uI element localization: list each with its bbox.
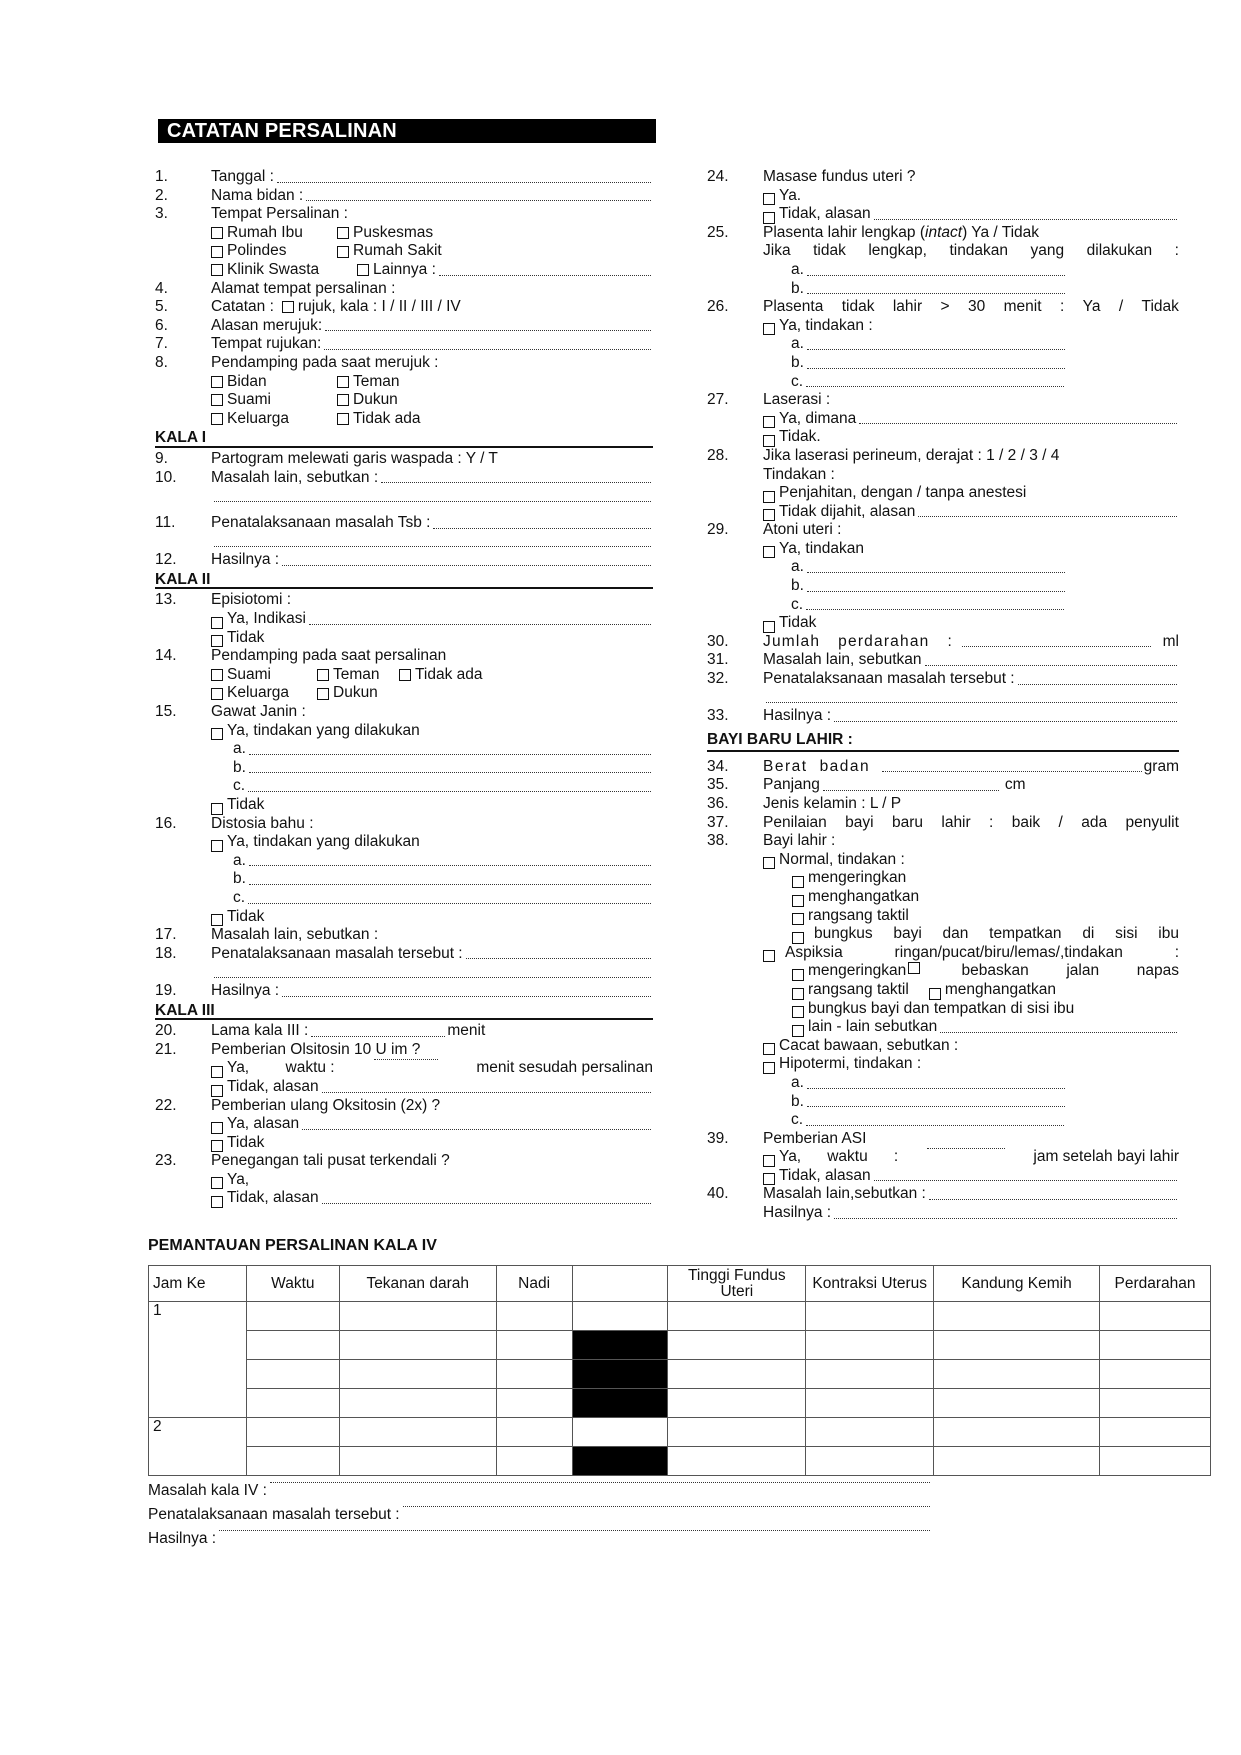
tempat-options-3 [155, 261, 653, 280]
checkbox-icon[interactable] [792, 1025, 804, 1037]
option-rumah-sakit[interactable]: Rumah Sakit [337, 242, 442, 261]
option-cacat-bawaan[interactable]: Cacat bawaan, sebutkan : [707, 1037, 1179, 1056]
table-cell[interactable] [339, 1389, 496, 1418]
field-hasilnya-3[interactable]: 33. Hasilnya : [707, 707, 1179, 726]
field-penilaian-bayi[interactable]: 37. Penilaian bayi baru lahir : baik / ada penyulit [707, 813, 1179, 831]
checkbox-icon[interactable] [337, 227, 349, 239]
table-cell[interactable] [934, 1360, 1100, 1389]
table-cell[interactable] [668, 1302, 806, 1331]
table-row [149, 1360, 1211, 1389]
option-keluarga[interactable]: Keluarga [211, 684, 317, 703]
field-masalah-lain-2[interactable]: 17. Masalah lain, sebutkan : [155, 926, 379, 944]
header-jam-ke: Jam Ke [149, 1266, 247, 1302]
table-cell[interactable] [934, 1447, 1100, 1476]
table-cell[interactable] [806, 1331, 934, 1360]
checkbox-icon[interactable] [211, 669, 223, 681]
checkbox-icon[interactable] [211, 376, 223, 388]
section-kala-2: KALA II [155, 571, 653, 590]
line-b[interactable]: b. [155, 759, 653, 778]
header-blank [572, 1266, 668, 1302]
field-catatan: 5. Catatan : rujuk, kala : I / II / III / IV [155, 298, 461, 316]
table-cell[interactable] [668, 1389, 806, 1418]
section-kala-3: KALA III [155, 1002, 653, 1021]
table-row [149, 1418, 1211, 1447]
option-tidak[interactable]: Tidak [155, 629, 653, 648]
field-pendamping-merujuk: 8. Pendamping pada saat merujuk : [155, 353, 439, 371]
option-suami[interactable]: Suami [211, 391, 337, 410]
checkbox-icon[interactable] [211, 635, 223, 647]
option-tidak[interactable]: Tidak [155, 796, 653, 815]
field-penatalaksanaan-2[interactable]: 18. Penatalaksanaan masalah tersebut : [155, 945, 653, 964]
option-suami[interactable]: Suami [211, 666, 317, 685]
table-cell[interactable] [668, 1418, 806, 1447]
header-waktu: Waktu [246, 1266, 339, 1302]
field-lama-kala-3[interactable]: 20. Lama kala III : menit [155, 1022, 486, 1040]
checkbox-icon[interactable] [211, 803, 223, 815]
tempat-options-1 [155, 224, 653, 243]
checkbox-icon[interactable] [357, 264, 369, 276]
field-panjang[interactable]: 35. Panjang cm [707, 776, 1026, 794]
checkbox-icon[interactable] [337, 394, 349, 406]
table-cell[interactable] [339, 1302, 496, 1331]
option-polindes[interactable]: Polindes [211, 242, 337, 261]
line-b[interactable]: b. [707, 354, 1179, 373]
table-cell[interactable] [806, 1389, 934, 1418]
field-tanggal[interactable]: 1. Tanggal : [155, 168, 653, 187]
line-b[interactable]: b. [155, 870, 653, 889]
checkbox-icon[interactable] [763, 416, 775, 428]
field-masase-fundus: 24. Masase fundus uteri ? [707, 168, 916, 185]
checkbox-icon[interactable] [399, 669, 411, 681]
line-c[interactable]: c. [707, 1111, 1179, 1130]
option-klinik-swasta[interactable]: Klinik Swasta [211, 261, 357, 280]
line-b[interactable]: b. [707, 1093, 1179, 1112]
section-bayi-baru-lahir: BAYI BARU LAHIR : [707, 730, 1179, 752]
line-a[interactable]: a. [155, 740, 653, 759]
checkbox-icon[interactable] [792, 988, 804, 1000]
option-tidak-ada[interactable]: Tidak ada [399, 666, 483, 685]
checkbox-icon[interactable] [763, 1062, 775, 1074]
option-tidak-alasan[interactable]: Tidak, alasan [707, 205, 1179, 224]
option-penjahitan[interactable]: Penjahitan, dengan / tanpa anestesi [707, 484, 1179, 503]
table-cell[interactable] [496, 1389, 572, 1418]
field-plasenta-lengkap[interactable]: 25. Plasenta lahir lengkap ( intact ) Ya / Tidak [707, 223, 1040, 241]
option-ya-tindakan[interactable]: Ya, tindakan [707, 540, 1179, 559]
tempat-options-2 [155, 242, 653, 261]
field-plasenta-tidak-lahir[interactable]: 26. Plasenta tidak lahir > 30 menit : Ya / Tidak [707, 298, 1179, 316]
option-rujuk[interactable]: rujuk, kala : I / II / III / IV [282, 298, 461, 317]
table-cell[interactable] [934, 1331, 1100, 1360]
option-dukun[interactable]: Dukun [337, 391, 398, 410]
checkbox-icon[interactable] [317, 669, 329, 681]
label-tindakan: Tindakan : [763, 465, 835, 483]
checkbox-icon[interactable] [211, 688, 223, 700]
header-tinggi-fundus: Tinggi Fundus Uteri [668, 1266, 806, 1302]
option-normal[interactable]: Normal, tindakan : [707, 851, 1179, 870]
checkbox-icon[interactable] [763, 212, 775, 224]
table-cell[interactable] [496, 1447, 572, 1476]
checkbox-icon[interactable] [282, 301, 294, 313]
checkbox-icon[interactable] [337, 246, 349, 258]
option-ya-dimana[interactable]: Ya, dimana [707, 410, 1179, 429]
line-a[interactable]: a. [155, 852, 653, 871]
option-mengeringkan[interactable]: mengeringkan [707, 869, 1179, 888]
checkbox-icon[interactable] [211, 413, 223, 425]
line-b[interactable]: b. [707, 577, 1179, 596]
checkbox-icon[interactable] [792, 895, 804, 907]
checkbox-icon[interactable] [211, 1066, 223, 1078]
checkbox-icon[interactable] [211, 1177, 223, 1189]
option-tidak-alasan[interactable]: Tidak, alasan [155, 1078, 653, 1097]
checkbox-icon[interactable] [211, 914, 223, 926]
option-tidak-alasan[interactable]: Tidak, alasan [155, 1189, 653, 1208]
pendamping-options-1 [155, 373, 653, 392]
option-hipotermi[interactable]: Hipotermi, tindakan : [707, 1055, 1179, 1074]
checkbox-icon[interactable] [763, 435, 775, 447]
checkbox-icon[interactable] [211, 1196, 223, 1208]
option-teman[interactable]: Teman [337, 373, 400, 392]
option-menghangatkan[interactable]: menghangatkan [707, 888, 1179, 907]
checkbox-icon[interactable] [792, 913, 804, 925]
monitoring-title: PEMANTAUAN PERSALINAN KALA IV [148, 1237, 437, 1254]
table-cell[interactable] [806, 1447, 934, 1476]
checkbox-icon[interactable] [929, 988, 941, 1000]
checkbox-icon[interactable] [792, 969, 804, 981]
table-row [149, 1331, 1211, 1360]
option-aspiksia[interactable]: Aspiksia ringan/pucat/biru/lemas/,tindakan : [707, 944, 1179, 963]
table-cell[interactable] [339, 1360, 496, 1389]
checkbox-icon[interactable] [211, 617, 223, 629]
shaded-cell [572, 1360, 668, 1389]
field-bayi-lahir: 38. Bayi lahir : [707, 832, 836, 850]
line-c[interactable]: c. [155, 777, 653, 796]
option-rangsang-taktil[interactable]: rangsang taktil [707, 907, 1179, 926]
option-ya-waktu[interactable]: Ya, waktu : menit sesudah persalinan [155, 1059, 653, 1078]
field-oksitosin-ulang: 22. Pemberian ulang Oksitosin (2x) ? [155, 1096, 441, 1114]
option-tidak-ada[interactable]: Tidak ada [337, 410, 421, 429]
table-cell[interactable] [572, 1418, 668, 1447]
field-masalah-kala-4[interactable]: Masalah kala IV : [148, 1482, 932, 1501]
line-a[interactable]: a. [707, 335, 1179, 354]
dotted-line[interactable] [155, 487, 653, 506]
table-cell[interactable] [246, 1418, 339, 1447]
form-title: CATATAN PERSALINAN [158, 119, 656, 143]
checkbox-icon[interactable] [792, 876, 804, 888]
checkbox-icon[interactable] [211, 394, 223, 406]
checkbox-icon[interactable] [792, 932, 804, 944]
table-cell[interactable] [496, 1302, 572, 1331]
pendamping-persalinan-options-2 [155, 684, 653, 703]
field-tempat-persalinan: 3. Tempat Persalinan : [155, 205, 348, 223]
field-berat-badan[interactable]: 34. Berat badan gram [707, 757, 1179, 775]
header-kandung-kemih: Kandung Kemih [934, 1266, 1100, 1302]
line-c[interactable]: c. [707, 596, 1179, 615]
option-tidak-alasan[interactable]: Tidak, alasan [707, 1167, 1179, 1186]
field-masalah-lain-3[interactable]: 31. Masalah lain, sebutkan [707, 651, 1179, 670]
monitoring-table [148, 1265, 1211, 1476]
pendamping-options-2 [155, 391, 653, 410]
field-hasilnya[interactable]: 12. Hasilnya : [155, 551, 653, 570]
option-aspiksia-mengeringkan[interactable]: mengeringkan bebaskan jalan napas [707, 962, 1179, 981]
table-cell[interactable] [246, 1389, 339, 1418]
checkbox-icon[interactable] [317, 688, 329, 700]
option-rumah-ibu[interactable]: Rumah Ibu [211, 224, 337, 243]
table-cell[interactable] [339, 1447, 496, 1476]
checkbox-icon[interactable] [763, 950, 775, 962]
table-cell[interactable] [339, 1418, 496, 1447]
table-cell[interactable] [934, 1389, 1100, 1418]
checkbox-icon[interactable] [908, 962, 920, 974]
checkbox-icon[interactable] [763, 323, 775, 335]
field-jumlah-perdarahan[interactable]: 30. Jumlah perdarahan : ml [707, 632, 1179, 650]
option-lain-lain[interactable]: lain - lain sebutkan [707, 1018, 1179, 1037]
line-c[interactable]: c. [707, 373, 1179, 392]
table-cell[interactable] [496, 1360, 572, 1389]
field-pendamping-persalinan: 14. Pendamping pada saat persalinan [155, 647, 447, 665]
header-nadi: Nadi [496, 1266, 572, 1302]
line-c[interactable]: c. [155, 889, 653, 908]
checkbox-icon[interactable] [211, 1122, 223, 1134]
table-cell[interactable] [668, 1331, 806, 1360]
field-partogram[interactable]: 9. Partogram melewati garis waspada : Y / T [155, 449, 498, 467]
pendamping-options-3 [155, 410, 653, 429]
field-jenis-kelamin[interactable]: 36. Jenis kelamin : L / P [707, 795, 902, 812]
line-a[interactable]: a. [707, 261, 1179, 280]
field-jika-tidak-lengkap: Jika tidak lengkap, tindakan yang dilakukan : [763, 242, 1179, 260]
option-tidak[interactable]: Tidak [707, 614, 1179, 633]
checkbox-icon[interactable] [763, 621, 775, 633]
field-alamat: 4. Alamat tempat persalinan : [155, 279, 396, 297]
field-oksitosin: 21. Pemberian Olsitosin 10 U im ? [155, 1040, 421, 1058]
checkbox-icon[interactable] [763, 491, 775, 503]
field-hasilnya-kala-4[interactable]: Hasilnya : [148, 1530, 932, 1549]
table-cell[interactable] [668, 1360, 806, 1389]
table-cell[interactable] [1099, 1447, 1210, 1476]
option-aspiksia-rangsang[interactable]: rangsang taktil menghangatkan [707, 981, 1179, 1000]
field-hasilnya-2[interactable]: 19. Hasilnya : [155, 982, 653, 1001]
left-column [155, 168, 653, 1208]
table-cell[interactable] [1099, 1389, 1210, 1418]
table-cell[interactable] [496, 1418, 572, 1447]
checkbox-icon[interactable] [211, 1140, 223, 1152]
field-alasan-merujuk[interactable]: 6. Alasan merujuk: [155, 317, 653, 336]
table-cell[interactable] [339, 1331, 496, 1360]
checkbox-icon[interactable] [337, 413, 349, 425]
option-ya-alasan[interactable]: Ya, alasan [155, 1115, 653, 1134]
checkbox-icon[interactable] [211, 264, 223, 276]
table-cell[interactable] [1099, 1418, 1210, 1447]
checkbox-icon[interactable] [763, 546, 775, 558]
field-distosia-bahu: 16. Distosia bahu : [155, 814, 314, 832]
field-masalah-lain-4[interactable]: 40. Masalah lain,sebutkan : [707, 1185, 1179, 1204]
pendamping-persalinan-options-1 [155, 666, 653, 685]
option-teman[interactable]: Teman [317, 666, 399, 685]
cell-jam-2: 2 [149, 1418, 247, 1476]
field-gawat-janin: 15. Gawat Janin : [155, 703, 306, 721]
option-keluarga[interactable]: Keluarga [211, 410, 337, 429]
field-hasilnya-4[interactable]: Hasilnya : [707, 1204, 1179, 1223]
field-tempat-rujukan[interactable]: 7. Tempat rujukan: [155, 335, 653, 354]
table-cell[interactable] [806, 1302, 934, 1331]
shaded-cell [572, 1331, 668, 1360]
option-dukun[interactable]: Dukun [317, 684, 378, 703]
field-penatalaksanaan[interactable]: 11. Penatalaksanaan masalah Tsb : [155, 506, 653, 533]
field-pemberian-asi: 39. Pemberian ASI [707, 1129, 867, 1147]
checkbox-icon[interactable] [337, 376, 349, 388]
line-b[interactable]: b. [707, 280, 1179, 299]
table-cell[interactable] [572, 1302, 668, 1331]
checkbox-icon[interactable] [792, 1006, 804, 1018]
checkbox-icon[interactable] [211, 227, 223, 239]
option-tidak-dijahit[interactable]: Tidak dijahit, alasan [707, 503, 1179, 522]
table-cell[interactable] [1099, 1331, 1210, 1360]
field-penatalaksanaan-kala-4[interactable]: Penatalaksanaan masalah tersebut : [148, 1506, 932, 1525]
cell-jam-1: 1 [149, 1302, 247, 1418]
header-perdarahan: Perdarahan [1099, 1266, 1210, 1302]
option-tidak[interactable]: Tidak [155, 1134, 653, 1153]
checkbox-icon[interactable] [763, 1043, 775, 1055]
option-lainnya[interactable]: Lainnya : [357, 261, 436, 280]
field-laserasi: 27. Laserasi : [707, 391, 831, 409]
field-episiotomi: 13. Episiotomi : [155, 591, 292, 609]
option-ya[interactable]: Ya. [707, 187, 1179, 206]
option-puskesmas[interactable]: Puskesmas [337, 224, 433, 243]
checkbox-icon[interactable] [763, 857, 775, 869]
table-cell[interactable] [246, 1447, 339, 1476]
table-row [149, 1302, 1211, 1331]
right-column [707, 168, 1179, 1223]
checkbox-icon[interactable] [763, 509, 775, 521]
header-tekanan-darah: Tekanan darah [339, 1266, 496, 1302]
option-bidan[interactable]: Bidan [211, 373, 337, 392]
checkbox-icon[interactable] [211, 728, 223, 740]
field-penegangan-tali-pusat: 23. Penegangan tali pusat terkendali ? [155, 1152, 450, 1170]
field-masalah-lain[interactable]: 10. Masalah lain, sebutkan : [155, 469, 653, 488]
field-penatalaksanaan-3[interactable]: 32. Penatalaksanaan masalah tersebut : [707, 670, 1179, 689]
table-cell[interactable] [934, 1418, 1100, 1447]
checkbox-icon[interactable] [211, 1085, 223, 1097]
line-a[interactable]: a. [707, 558, 1179, 577]
checkbox-icon[interactable] [763, 1155, 775, 1167]
checkbox-icon[interactable] [211, 246, 223, 258]
shaded-cell [572, 1389, 668, 1418]
table-cell[interactable] [806, 1418, 934, 1447]
table-cell[interactable] [246, 1331, 339, 1360]
option-ya-tindakan[interactable]: Ya, tindakan yang dilakukan [155, 833, 653, 852]
section-kala-1: KALA I [155, 429, 653, 448]
table-cell[interactable] [934, 1302, 1100, 1331]
table-cell[interactable] [1099, 1360, 1210, 1389]
shaded-cell [572, 1447, 668, 1476]
dotted-line[interactable] [155, 963, 653, 982]
table-row [149, 1389, 1211, 1418]
option-ya-tindakan[interactable]: Ya, tindakan yang dilakukan [155, 722, 653, 741]
option-tidak[interactable]: Tidak. [707, 428, 1179, 447]
table-cell[interactable] [806, 1360, 934, 1389]
option-tidak[interactable]: Tidak [155, 908, 653, 927]
option-bungkus-bayi[interactable]: bungkus bayi dan tempatkan di sisi ibu [707, 925, 1179, 944]
field-atoni-uteri: 29. Atoni uteri : [707, 521, 842, 539]
option-aspiksia-bungkus[interactable]: bungkus bayi dan tempatkan di sisi ibu [707, 1000, 1179, 1019]
table-header-row [149, 1266, 1211, 1302]
checkbox-icon[interactable] [763, 1173, 775, 1185]
table-cell[interactable] [496, 1331, 572, 1360]
field-laserasi-perineum[interactable]: 28. Jika laserasi perineum, derajat : 1 / 2 / 3 / 4 [707, 446, 1060, 464]
line-a[interactable]: a. [707, 1074, 1179, 1093]
dotted-line[interactable] [155, 533, 653, 552]
option-ya-tindakan[interactable]: Ya, tindakan : [707, 317, 1179, 336]
table-cell[interactable] [1099, 1302, 1210, 1331]
table-cell[interactable] [246, 1302, 339, 1331]
table-cell[interactable] [668, 1447, 806, 1476]
table-row [149, 1447, 1211, 1476]
header-kontraksi: Kontraksi Uterus [806, 1266, 934, 1302]
option-ya-indikasi[interactable]: Ya, Indikasi [155, 610, 653, 629]
option-ya-waktu[interactable]: Ya, waktu : jam setelah bayi lahir [707, 1148, 1179, 1167]
checkbox-icon[interactable] [211, 840, 223, 852]
option-ya[interactable]: Ya, [155, 1171, 653, 1190]
dotted-line[interactable] [707, 689, 1179, 708]
checkbox-icon[interactable] [763, 193, 775, 205]
table-cell[interactable] [246, 1360, 339, 1389]
field-nama-bidan[interactable]: 2. Nama bidan : [155, 187, 653, 206]
